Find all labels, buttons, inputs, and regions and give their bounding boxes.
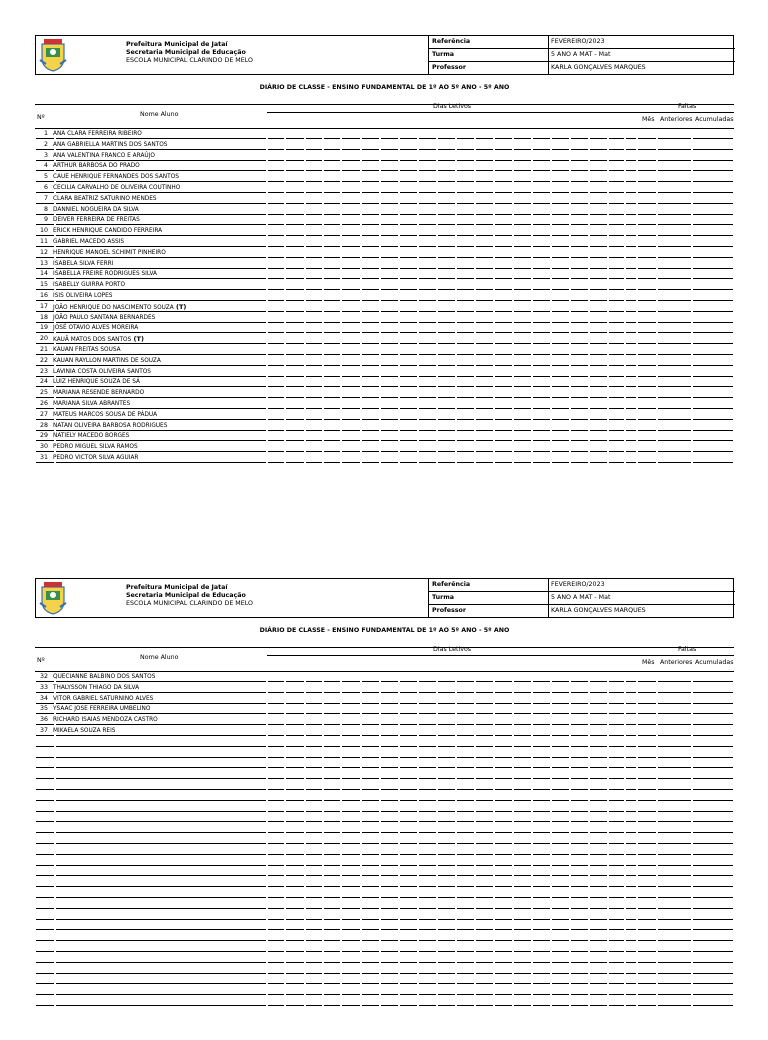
col-num: Nº <box>37 114 45 121</box>
cell-line <box>638 1005 656 1006</box>
cell-line <box>268 1005 284 1006</box>
col-days: Dias Letivos <box>433 646 472 653</box>
reference-value: FEVEREIRO/2023 <box>551 38 605 45</box>
cell-line <box>362 1005 379 1006</box>
student-row <box>35 215 734 226</box>
cell-line <box>56 1005 266 1006</box>
reference-value: FEVEREIRO/2023 <box>551 581 605 588</box>
col-previous: Anteriores <box>660 116 693 123</box>
cell-line <box>514 462 531 463</box>
student-row <box>35 704 734 715</box>
student-name: CLARA BEATRIZ SATURINO MENDES <box>53 195 157 202</box>
student-row <box>35 226 734 237</box>
student-row <box>35 334 734 345</box>
student-name: KAUAN RAYLLON MARTINS DE SOUZA <box>53 357 161 364</box>
student-row <box>35 431 734 442</box>
student-row <box>35 694 734 705</box>
empty-row <box>35 931 734 942</box>
student-number: 34 <box>39 694 48 702</box>
empty-row <box>35 802 734 813</box>
student-row <box>35 291 734 302</box>
cell-line <box>638 462 656 463</box>
cell-line <box>590 462 607 463</box>
student-row <box>35 269 734 280</box>
cell-line <box>306 462 322 463</box>
teacher-label: Professor <box>432 607 466 614</box>
student-number: 18 <box>39 313 48 321</box>
student-row <box>35 129 734 140</box>
student-row <box>35 205 734 216</box>
student-number: 2 <box>43 140 48 148</box>
student-name: GABRIEL MACEDO ASSIS <box>53 239 125 245</box>
city-hall-name: Prefeitura Municipal de Jataí <box>126 584 228 591</box>
student-row <box>35 715 734 726</box>
school-name: ESCOLA MUNICIPAL CLARINDO DE MELO <box>126 600 253 607</box>
student-row <box>35 442 734 453</box>
cell-line <box>400 462 417 463</box>
col-month: Mês <box>642 116 655 123</box>
student-number: 35 <box>39 705 48 713</box>
student-row <box>35 683 734 694</box>
class-row <box>429 591 735 604</box>
student-name: JOÃO PAULO SANTANA BERNARDES <box>53 314 156 321</box>
student-row <box>35 302 734 313</box>
education-secretariat: Secretaria Municipal de Educação <box>126 49 246 56</box>
cell-line <box>476 1005 493 1006</box>
student-row <box>35 161 734 172</box>
student-number: 16 <box>39 292 48 299</box>
col-month: Mês <box>642 659 655 666</box>
student-row <box>35 172 734 183</box>
class-label: Turma <box>432 594 455 601</box>
student-number: 9 <box>43 216 48 224</box>
student-name: YSAAC JOSE FERREIRA UMBELINO <box>53 706 151 713</box>
student-row <box>35 323 734 334</box>
cell-line <box>419 462 436 463</box>
class-row <box>429 48 735 61</box>
student-name: CECILIA CARVALHO DE OLIVEIRA COUTINHO <box>53 185 181 191</box>
col-faults: Faltas <box>678 646 697 653</box>
empty-row <box>35 823 734 834</box>
student-number: 27 <box>39 410 48 418</box>
cell-line <box>306 1005 322 1006</box>
empty-row <box>35 737 734 748</box>
cell-line <box>342 1005 360 1006</box>
diary-title: DIÁRIO DE CLASSE - ENSINO FUNDAMENTAL DE 1º AO 5º ANO - 5º ANO <box>259 627 510 634</box>
student-number: 20 <box>39 335 48 343</box>
municipal-coat-of-arms-icon <box>38 38 68 72</box>
cell-line <box>286 462 304 463</box>
student-row <box>35 356 734 367</box>
teacher-row <box>429 604 735 617</box>
cell-line <box>626 462 636 463</box>
student-number: 21 <box>39 346 48 353</box>
page-header <box>35 35 734 75</box>
class-label: Turma <box>432 51 455 58</box>
cell-line <box>571 462 588 463</box>
diary-title: DIÁRIO DE CLASSE - ENSINO FUNDAMENTAL DE 1º AO 5º ANO - 5º ANO <box>259 84 510 91</box>
cell-line <box>457 462 474 463</box>
transfer-tag: (T) <box>131 335 144 344</box>
student-number: 28 <box>39 421 48 429</box>
transfer-tag: (T) <box>173 302 187 311</box>
cell-line <box>324 1005 340 1006</box>
cell-line <box>693 462 733 463</box>
student-name: MIKAELA SOUZA REIS <box>53 728 116 734</box>
empty-row <box>35 769 734 780</box>
cell-line <box>286 1005 304 1006</box>
student-name: MATEUS MARCOS SOUSA DE PÁDUA <box>53 411 158 418</box>
student-number: 11 <box>39 238 48 245</box>
reference-label: Referência <box>432 38 471 45</box>
empty-row <box>35 899 734 910</box>
empty-row <box>35 974 734 985</box>
student-row <box>35 410 734 421</box>
student-number: 26 <box>39 400 48 407</box>
student-name: PEDRO MIGUEL SILVA RAMOS <box>53 444 138 451</box>
empty-row <box>35 856 734 867</box>
student-name: RICHARD ISAIAS MENDOZA CASTRO <box>53 717 158 724</box>
class-value: 5 ANO A MAT - Mat <box>551 594 611 601</box>
col-name: Nome Aluno <box>140 654 179 661</box>
student-row <box>35 183 734 194</box>
empty-row <box>35 791 734 802</box>
student-number: 15 <box>39 281 48 289</box>
student-name: PEDRO VICTOR SILVA AGUIAR <box>53 455 139 461</box>
student-row <box>35 377 734 388</box>
empty-row <box>35 866 734 877</box>
student-name: DEIVER FERREIRA DE FREITAS <box>53 217 140 224</box>
student-name: LAVINIA COSTA OLIVEIRA SANTOS <box>53 368 151 375</box>
empty-row <box>35 996 734 1007</box>
student-row <box>35 194 734 205</box>
student-row <box>35 388 734 399</box>
student-name: JOSÉ OTAVIO ALVES MOREIRA <box>53 325 139 332</box>
cell-line <box>381 462 398 463</box>
student-name: DANNIEL NOGUEIRA DA SILVA <box>53 206 139 213</box>
student-name: NATIELY MACEDO BORGES <box>53 433 130 440</box>
student-name: ARTHUR BARBOSA DO PRADO <box>53 163 140 170</box>
empty-row <box>35 748 734 759</box>
cell-line <box>590 1005 607 1006</box>
empty-row <box>35 845 734 856</box>
cell-line <box>342 462 360 463</box>
col-name: Nome Aluno <box>140 111 179 118</box>
student-number: 4 <box>43 162 48 170</box>
student-row <box>35 421 734 432</box>
student-number: 1 <box>43 130 48 137</box>
empty-row <box>35 953 734 964</box>
cell-line <box>658 462 691 463</box>
student-number: 29 <box>39 432 48 440</box>
student-name: QUECIANNE BALBINO DOS SANTOS <box>53 674 156 680</box>
student-name: ISIS OLIVEIRA LOPES <box>53 293 113 299</box>
student-name: ANA GABRIELLA MARTINS DOS SANTOS <box>53 141 168 148</box>
empty-row <box>35 834 734 845</box>
student-number: 22 <box>39 356 48 364</box>
col-faults: Faltas <box>678 103 697 110</box>
cell-line <box>514 1005 531 1006</box>
student-number: 12 <box>39 248 48 256</box>
student-row <box>35 345 734 356</box>
empty-row <box>35 910 734 921</box>
teacher-value: KARLA GONÇALVES MARQUES <box>551 64 646 71</box>
cell-line <box>457 1005 474 1006</box>
empty-row <box>35 920 734 931</box>
student-number: 10 <box>39 227 48 235</box>
education-secretariat: Secretaria Municipal de Educação <box>126 592 246 599</box>
teacher-value: KARLA GONÇALVES MARQUES <box>551 607 646 614</box>
student-name: ISABELLY GUIRRA PORTO <box>53 282 126 289</box>
meta-table <box>428 35 735 74</box>
cell-line <box>362 462 379 463</box>
student-name: KAUAN FREITAS SOUSA <box>53 347 121 353</box>
student-number: 14 <box>39 270 48 278</box>
student-name: HENRIQUE MANOEL SCHIMIT PINHEIRO <box>53 249 166 256</box>
meta-table <box>428 578 735 617</box>
class-value: 5 ANO A MAT - Mat <box>551 51 611 58</box>
reference-row <box>429 578 735 591</box>
col-accum: Acumuladas <box>695 116 734 123</box>
cell-line <box>533 462 550 463</box>
student-number: 36 <box>39 716 48 724</box>
student-row <box>35 453 734 464</box>
student-number: 24 <box>39 378 48 386</box>
student-row <box>35 726 734 737</box>
student-number: 30 <box>39 443 48 451</box>
cell-line <box>693 1005 733 1006</box>
student-number: 32 <box>39 673 48 680</box>
student-row <box>35 399 734 410</box>
cell-line <box>552 1005 569 1006</box>
empty-row <box>35 985 734 996</box>
reference-row <box>429 35 735 48</box>
cell-line <box>381 1005 398 1006</box>
institution-block <box>126 584 266 608</box>
reference-label: Referência <box>432 581 471 588</box>
student-row <box>35 237 734 248</box>
student-number: 31 <box>39 454 48 461</box>
cell-line <box>533 1005 550 1006</box>
cell-line <box>400 1005 417 1006</box>
cell-line <box>438 1005 455 1006</box>
student-name: MARIANA RESENDE BERNARDO <box>53 390 145 397</box>
empty-row <box>35 888 734 899</box>
student-name: ANA CLARA FERREIRA RIBEIRO <box>53 131 142 137</box>
student-row <box>35 313 734 324</box>
school-name: ESCOLA MUNICIPAL CLARINDO DE MELO <box>126 57 253 64</box>
student-name: THALYSSON THIAGO DA SILVA <box>53 684 140 691</box>
student-row <box>35 151 734 162</box>
cell-line <box>36 1005 54 1006</box>
student-row <box>35 248 734 259</box>
student-number: 8 <box>43 205 48 213</box>
student-row <box>35 367 734 378</box>
student-number: 33 <box>39 683 48 691</box>
student-name: CAUE HENRIQUE FERNANDES DOS SANTOS <box>53 174 179 181</box>
student-name: ISABELA SILVA FERRI <box>53 260 114 267</box>
col-num: Nº <box>37 657 45 664</box>
student-row <box>35 672 734 683</box>
student-name: JOÃO HENRIQUE DO NASCIMENTO SOUZA (T) <box>53 302 187 311</box>
col-days: Dias Letivos <box>433 103 472 110</box>
student-number: 7 <box>43 194 48 202</box>
student-row <box>35 259 734 270</box>
student-number: 13 <box>39 259 48 267</box>
col-accum: Acumuladas <box>695 659 734 666</box>
student-number: 5 <box>43 173 48 181</box>
city-hall-name: Prefeitura Municipal de Jataí <box>126 41 228 48</box>
institution-block <box>126 41 266 65</box>
cell-line <box>268 462 284 463</box>
cell-line <box>419 1005 436 1006</box>
cell-line <box>658 1005 691 1006</box>
teacher-row <box>429 61 735 74</box>
empty-row <box>35 758 734 769</box>
empty-row <box>35 877 734 888</box>
teacher-label: Professor <box>432 64 466 71</box>
student-name: VITOR GABRIEL SATURNINO ALVES <box>53 695 154 702</box>
student-number: 6 <box>43 184 48 191</box>
cell-line <box>626 1005 636 1006</box>
student-row <box>35 140 734 151</box>
student-number: 23 <box>39 367 48 375</box>
student-number: 25 <box>39 389 48 397</box>
student-number: 19 <box>39 324 48 332</box>
cell-line <box>495 1005 512 1006</box>
student-number: 3 <box>43 151 48 159</box>
student-name: KAUÃ MATOS DOS SANTOS (T) <box>53 335 144 344</box>
student-name: ANA VALENTINA FRANCO E ARAÚJO <box>53 152 155 159</box>
cell-line <box>324 462 340 463</box>
student-name: MARIANA SILVA ABRANTES <box>53 401 131 407</box>
empty-row <box>35 812 734 823</box>
page-header <box>35 578 734 618</box>
empty-row <box>35 942 734 953</box>
cell-line <box>609 1005 624 1006</box>
diary-page-1 <box>35 35 734 497</box>
cell-line <box>495 462 512 463</box>
cell-line <box>476 462 493 463</box>
student-name: NATAN OLIVEIRA BARBOSA RODRIGUES <box>53 422 168 429</box>
empty-row <box>35 964 734 975</box>
diary-page-2 <box>35 578 734 1040</box>
student-number: 17 <box>39 302 48 310</box>
col-previous: Anteriores <box>660 659 693 666</box>
cell-line <box>552 462 569 463</box>
cell-line <box>438 462 455 463</box>
municipal-coat-of-arms-icon <box>38 581 68 615</box>
student-name: LUIZ HENRIQUE SOUZA DE SÁ <box>53 379 140 386</box>
student-name: ERICK HENRIQUE CANDIDO FERREIRA <box>53 228 163 235</box>
student-number: 37 <box>39 727 48 734</box>
empty-row <box>35 780 734 791</box>
cell-line <box>571 1005 588 1006</box>
student-name: ISABELLA FREIRE RODRIGUES SILVA <box>53 271 158 278</box>
student-row <box>35 280 734 291</box>
cell-line <box>609 462 624 463</box>
